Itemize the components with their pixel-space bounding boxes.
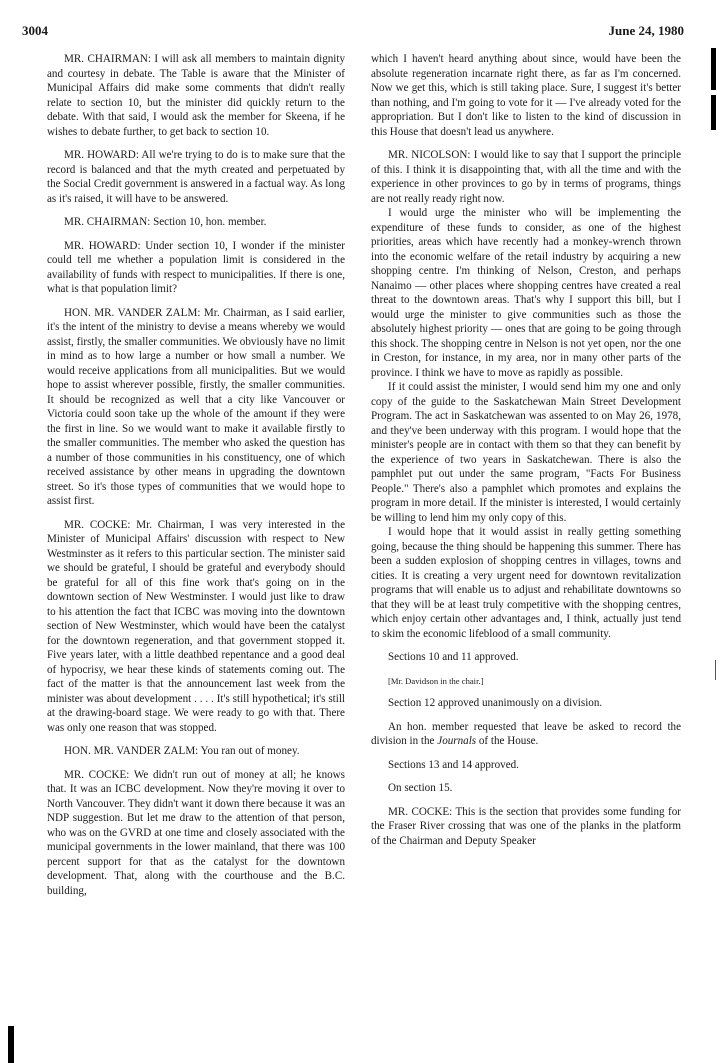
vander-zalm-interjection: HON. MR. VANDER ZALM: You ran out of money. [64, 745, 300, 757]
scan-edge-bar-middle [711, 95, 716, 130]
section-12-approved: Section 12 approved unanimously on a division. [388, 697, 603, 709]
sections-10-11-approved: Sections 10 and 11 approved. [388, 651, 519, 663]
scan-edge-bar-top [711, 48, 716, 90]
page-number: 3004 [22, 23, 48, 38]
leave-request-text: An hon. member requested that leave be asked to record the division in the [371, 720, 681, 747]
left-column [47, 52, 345, 898]
cocke-continuation: which I haven't heard anything about since, would have been the absolute regeneration incarnate right there, as far as I'm concerned. Now we get this, which is still taking place. Sure, I suggest it's better than nothing, and I'm going to vote for it — I've already voted for the appropriation. But I don't like to listen to the kind of discussion in this House that doesn't lead us anywhere. [371, 53, 681, 138]
scan-edge-bar-bottom [8, 1026, 14, 1063]
cocke-statement-section15: MR. COCKE: This is the section that provides some funding for the Fraser River crossing that was one of the planks in the platform of the Chairman and Deputy Speaker [371, 805, 681, 847]
right-column [371, 52, 681, 848]
journals-title: Journals [437, 735, 477, 747]
on-section-15: On section 15. [388, 782, 453, 794]
chairman-statement-section10: MR. CHAIRMAN: Section 10, hon. member. [64, 216, 267, 228]
howard-statement-record: MR. HOWARD: All we're trying to do is to make sure that the record is balanced and that the myth created and perpetuated by the Social Credit government is answered in a factual way. As long as it's raised, it will have to be answered. [47, 149, 345, 205]
nicolson-statement-1: MR. NICOLSON: I would like to say that I support the principle of this. I think it is disappointing that, with all the time and with the experience in other provinces to go by in terms of programs, things are not really ready right now. [371, 149, 681, 205]
nicolson-statement-3: If it could assist the minister, I would send him my one and only copy of the guide to the Saskatchewan Main Street Development Program. The act in Saskatchewan was assented to on May 26, 1978, and they've been underway with this program. I would hope that the minister's people are in contact with them so that they can benefit by the experience of two years in Saskatchewan. There is also the pamphlet put out under the same program, "Facts For Business People." There's also a pamphlet which promotes and explains the program in more detail. If the minister is interested, I would certainly be willing to lend him my only copy of this. [371, 381, 681, 524]
sections-13-14-approved: Sections 13 and 14 approved. [388, 758, 519, 771]
leave-request-note [371, 720, 681, 749]
margin-mark [715, 660, 716, 680]
cocke-statement-new-westminster: MR. COCKE: Mr. Chairman, I was very interested in the Minister of Municipal Affairs' discussion with respect to New Westminster as it refers to this particular section. The minister said we should be grateful, I should be grateful and everybody should be grateful for all of this fine work that's going on in the downtown section of New Westminster. I would just like to draw to his attention the fact that ICBC was moving into the downtown section of New Westminster, which would have been the catalyst for the downtown regeneration, and that government stopped it. Five years later, with a little deathbed repentance and a good deal of hypocrisy, we hear these kinds of statements coming out. The fact of the matter is that the announcement last week from the minister was about development . . . . It's still hypothetical; it's still at the drawing-board stage. We were ready to go with that. There was only one reason that was stopped. [47, 518, 345, 734]
leave-request-text-end: of the House. [476, 735, 539, 747]
page-header [22, 23, 684, 43]
nicolson-statement-2: I would urge the minister who will be implementing the expenditure of these funds to consider, as one of the highest priorities, areas which have recently had a monkey-wrench thrown into the economic welfare of the retail industry by acquiring a new shopping centre. I'm thinking of Nelson, Creston, and perhaps Nanaimo — other places where shopping centres have created a real threat to the downtown areas. That's why I support this bill, but I would urge the minister to give communities such as those the absolutely highest priority — ones that are going to be going through this shock. The shopping centre in Nelson is not yet open, nor the one in Creston, for instance, in my area, nor in many other parts of the province. I think we have to move as rapidly as possible. [371, 207, 681, 379]
nicolson-statement-4: I would hope that it would assist in really getting something going, because the thing should be happening this summer. There has been a sudden explosion of shopping centres in villages, towns and cities. It is creating a very urgent need for downtown revitalization programs that will enable us to adjust and rehabilitate downtowns so that they will be at least truly competitive with the shopping centres, which enjoy certain other advantages and, I think, actually just tend to skim the economic lifeblood of a small community. [371, 526, 681, 640]
vander-zalm-answer: HON. MR. VANDER ZALM: Mr. Chairman, as I said earlier, it's the intent of the ministry to devise a means whereby we would assist, firstly, the smaller communities. We obviously have no limit in mind as to how large a number or how small a number. We would receive applications from all municipalities. But we would hope to assist wherever possible, firstly, the smaller communities. It should be recognized as well that a city like Vancouver or Victoria could soon take up the whole of the amount if they were the first in line. So we would want to make it available firstly to the smaller communities. The member who asked the question has a number of those communities in his constituency, one of which received assistance by other means in upgrading the downtown street. So it's those types of communities that we would hope to assist first. [47, 306, 345, 507]
page-date: June 24, 1980 [608, 23, 684, 38]
cocke-reply-icbc: MR. COCKE: We didn't run out of money at all; he knows that. It was an ICBC development. Now they're moving it over to North Vancouver. They didn't want it down there because it was an NDP suggestion. But let me draw to the attention of that person, who was on the GVRD at one time and closely associated with the municipal governments in the lower mainland, that there was 100 percent support for that as the catalyst for the downtown development. That, along with the courthouse and the B.C. building, [47, 768, 345, 897]
chairman-statement-dignity: MR. CHAIRMAN: I will ask all members to maintain dignity and courtesy in debate. The Table is aware that the Minister of Municipal Affairs did make some comments that didn't really relate to section 10, but the minister did quickly return to the debate. With that said, I would ask the member for Skeena, if he wishes to debate further, to get back to section 10. [47, 53, 345, 138]
chair-change-note: [Mr. Davidson in the chair.] [388, 675, 484, 686]
howard-question-population: MR. HOWARD: Under section 10, I wonder if the minister could tell me whether a population limit is considered in the availability of funds with respect to municipalities. If there is one, what is that population limit? [47, 239, 345, 295]
